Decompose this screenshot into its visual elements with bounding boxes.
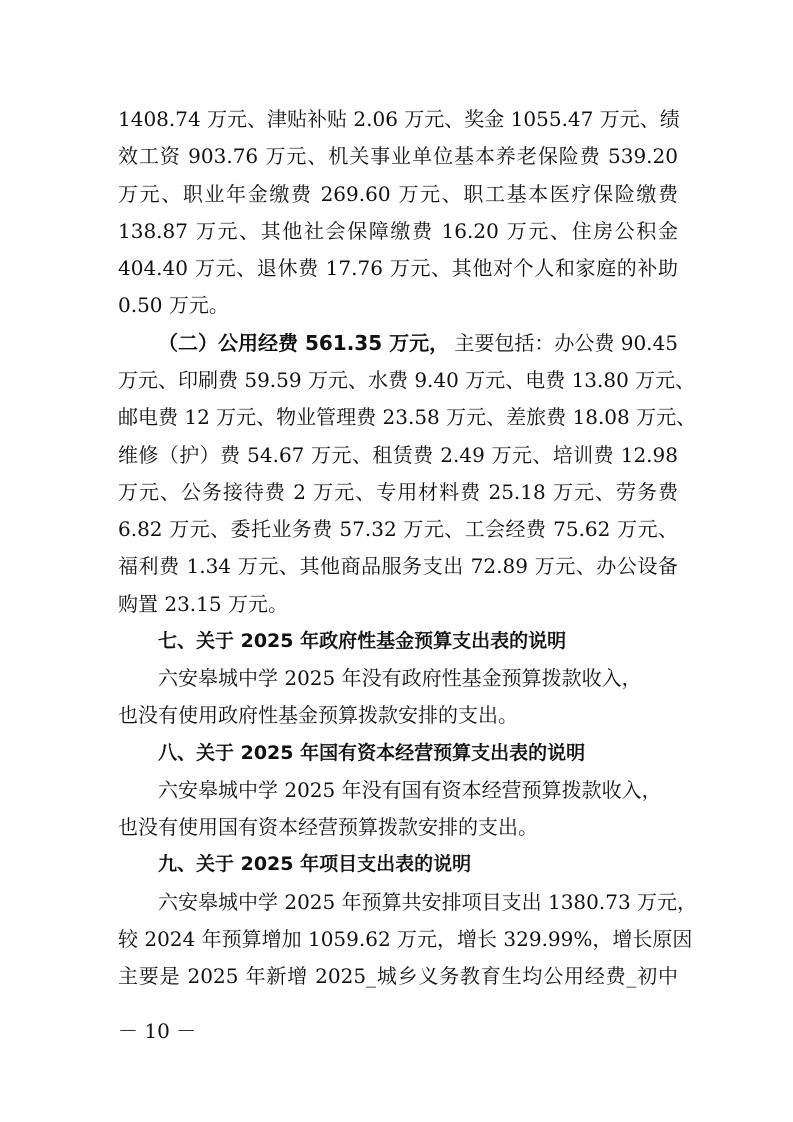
page-number: － 10 － bbox=[118, 1019, 197, 1043]
body-text-line: 404.40 万元、退休费 17.76 万元、其他对个人和家庭的补助 bbox=[118, 256, 678, 280]
body-text-line: 福利费 1.34 万元、其他商品服务支出 72.89 万元、办公设备 bbox=[118, 554, 678, 578]
body-text-line: 主要是 2025 年新增 2025_城乡义务教育生均公用经费_初中 bbox=[118, 964, 678, 988]
body-text-line: 维修（护）费 54.67 万元、租赁费 2.49 万元、培训费 12.98 bbox=[118, 443, 678, 467]
body-text-line: 6.82 万元、委托业务费 57.32 万元、工会经费 75.62 万元、 bbox=[118, 517, 678, 541]
public-funds-first-line bbox=[158, 328, 678, 358]
body-text-line: 万元、公务接待费 2 万元、专用材料费 25.18 万元、劳务费 bbox=[118, 480, 678, 504]
public-funds-lead: （二）公用经费 561.35 万元， bbox=[158, 331, 450, 355]
body-text-line: 六安皋城中学 2025 年没有政府性基金预算拨款收入， bbox=[158, 666, 642, 690]
section-heading: 八、关于 2025 年国有资本经营预算支出表的说明 bbox=[158, 742, 586, 764]
public-funds-lead-rest: 主要包括：办公费 90.45 bbox=[454, 331, 678, 355]
body-text-line: 邮电费 12 万元、物业管理费 23.58 万元、差旅费 18.08 万元、 bbox=[118, 405, 697, 429]
section-heading: 九、关于 2025 年项目支出表的说明 bbox=[158, 853, 472, 875]
body-text-line: 0.50 万元。 bbox=[118, 293, 229, 317]
body-text-line: 也没有使用国有资本经营预算拨款安排的支出。 bbox=[118, 815, 538, 839]
section-heading: 七、关于 2025 年政府性基金预算支出表的说明 bbox=[158, 630, 567, 652]
body-text-line: 购置 23.15 万元。 bbox=[118, 592, 288, 616]
body-text-line: 较 2024 年预算增加 1059.62 万元，增长 329.99%，增长原因 bbox=[118, 927, 693, 951]
body-text-line: 万元、职业年金缴费 269.60 万元、职工基本医疗保险缴费 bbox=[118, 182, 678, 206]
body-text-line: 也没有使用政府性基金预算拨款安排的支出。 bbox=[118, 703, 518, 727]
body-text-line: 138.87 万元、其他社会保障缴费 16.20 万元、住房公积金 bbox=[118, 219, 678, 243]
body-text-line: 效工资 903.76 万元、机关事业单位基本养老保险费 539.20 bbox=[118, 144, 678, 168]
body-text-line: 万元、印刷费 59.59 万元、水费 9.40 万元、电费 13.80 万元、 bbox=[118, 368, 696, 392]
body-text-line: 1408.74 万元、津贴补贴 2.06 万元、奖金 1055.47 万元、绩 bbox=[118, 107, 680, 131]
body-text-line: 六安皋城中学 2025 年预算共安排项目支出 1380.73 万元， bbox=[158, 890, 698, 914]
body-text-line: 六安皋城中学 2025 年没有国有资本经营预算拨款收入， bbox=[158, 778, 662, 802]
